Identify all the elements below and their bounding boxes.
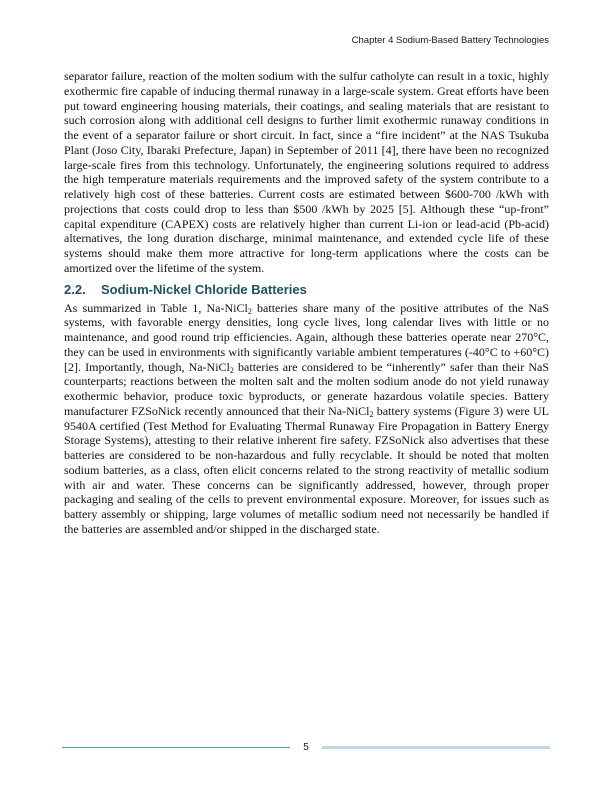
running-header <box>352 35 549 46</box>
footer-rule-right <box>322 746 550 749</box>
body-paragraph-1: separator failure, reaction of the molten sodium with the sulfur catholyte can result in a toxic, highly exothermic fire capable of inducing thermal runaway in a large-scale system. Great efforts have been put toward engineering housing materials, their coatings, and sealing materials that are resistant to such corrosion along with additional cell designs to further limit exothermic runaway conditions in the event of a separator failure or short circuit. In fact, since a “fire incident” at the NAS Tsukuba Plant (Joso City, Ibaraki Prefecture, Japan) in September of 2011 [4], there have been no recognized large-scale fires from this technology. Unfortunately, the engineering solutions required to address the high temperature materials requirements and the improved safety of the system contribute to a relatively high cost of these batteries. Current costs are estimated between $600-700 /kWh with projections that costs could drop to less than $500 /kWh by 2025 [5]. Although these “up-front” capital expenditure (CAPEX) costs are relatively higher than current Li-ion or lead-acid (Pb-acid) alternatives, the long duration discharge, minimal maintenance, and extended cycle life of these systems should make them more attractive for long-term applications where the costs can be amortized over the lifetime of the system. <box>64 69 550 275</box>
subscript: 2 <box>247 306 252 316</box>
subscript: 2 <box>369 409 374 419</box>
page-footer <box>62 740 550 755</box>
running-header-text: Chapter 4 Sodium-Based Battery Technologies <box>351 35 549 46</box>
section-number: 2.2. <box>64 281 86 297</box>
page-number: 5 <box>303 742 309 753</box>
footer-rule-left <box>62 747 290 749</box>
section-heading-2-2 <box>64 282 549 297</box>
page-body <box>64 69 549 537</box>
body-paragraph-2: As summarized in Table 1, Na-NiCl$_2$ batteries share many of the positive attributes of the NaS systems, with favorable energy densities, long cycle lives, long calendar lives with little or no maintenance, and good round trip efficiencies. Again, although these batteries operate near 270°C, they can be used in environments with significantly variable ambient temperatures (-40°C to +60°C) [2]. Importantly, though, Na-NiCl$_2$ batteries are considered to be “inherently” safer than their NaS counterparts; reactions between the molten salt and the molten sodium anode do not yield runaway exothermic behavior, produce toxic byproducts, or generate hazardous volatile species. Battery manufacturer FZSoNick recently announced that their Na-NiCl$_2$ battery systems (Figure 3) were UL 9540A certified (Test Method for Evaluating Thermal Runaway Fire Propagation in Battery Energy Storage Systems), attesting to their relative inherent fire safety. FZSoNick also advertises that these batteries are considered to be non-hazardous and fully recyclable. It should be noted that molten sodium batteries, as a class, often elicit concerns related to the strong reactivity of metallic sodium with air and water. These concerns can be significantly addressed, however, through proper packaging and sealing of the cells to prevent environmental exposure. Moreover, for issues such as battery assembly or shipping, large volumes of metallic sodium need not necessarily be handled if the batteries are assembled and/or shipped in the discharged state. <box>64 300 550 536</box>
section-title: Sodium-Nickel Chloride Batteries <box>101 281 307 297</box>
subscript: 2 <box>229 365 234 375</box>
